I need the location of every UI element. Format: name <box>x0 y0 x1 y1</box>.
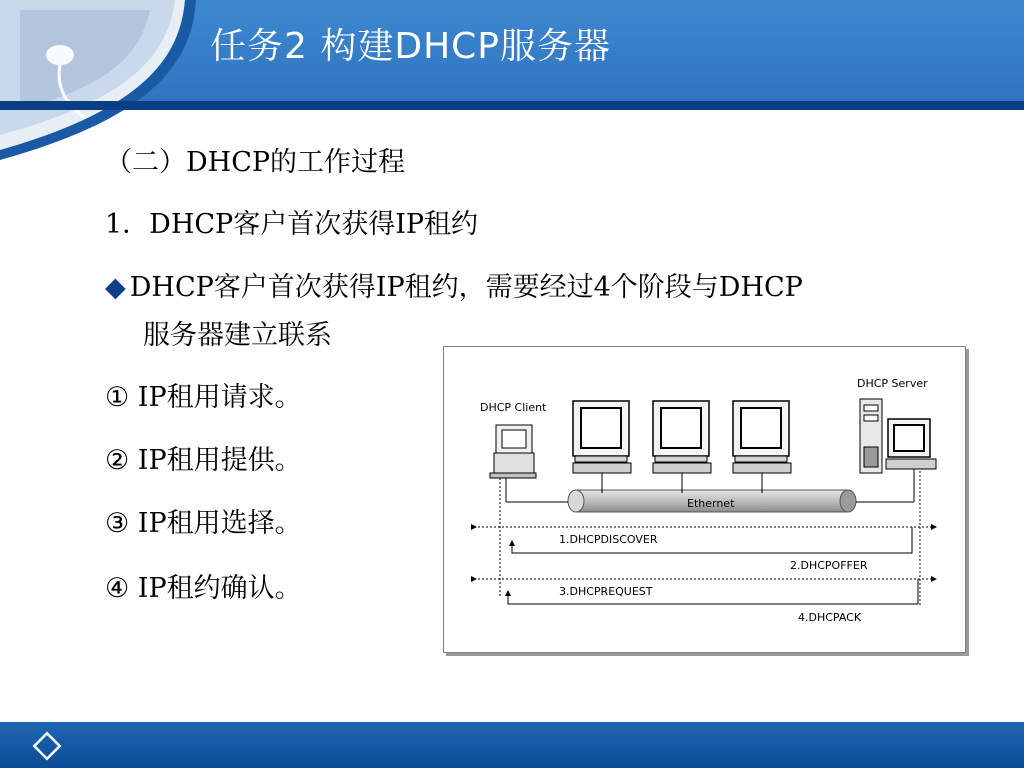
message-offer: 2.DHCPOFFER <box>790 559 868 572</box>
subheading: 1．DHCP客户首次获得IP租约 <box>105 209 479 240</box>
bullet-line <box>105 265 803 304</box>
footer-bar <box>0 722 1024 768</box>
step-item-4: ④ IP租约确认。 <box>105 573 302 604</box>
diamond-icon <box>32 731 62 761</box>
monitor-icon <box>573 401 631 473</box>
message-request: 3.DHCPREQUEST <box>559 585 653 598</box>
server-label: DHCP Server <box>857 377 928 390</box>
bullet-text-continued: 服务器建立联系 <box>143 320 332 351</box>
client-label: DHCP Client <box>480 401 547 414</box>
diamond-bullet-icon: ◆ <box>105 272 126 303</box>
step-item-2: ② IP租用提供。 <box>105 445 302 476</box>
header-underline <box>0 101 1024 110</box>
section-title: （二）DHCP的工作过程 <box>105 147 406 178</box>
client-computer-icon <box>490 425 536 478</box>
message-ack: 4.DHCPACK <box>798 611 862 624</box>
message-discover: 1.DHCPDISCOVER <box>559 533 658 546</box>
server-icon <box>860 399 936 473</box>
monitor-icon <box>733 401 791 473</box>
dhcp-diagram <box>443 346 966 653</box>
ethernet-label: Ethernet <box>687 497 735 510</box>
step-item-1: ① IP租用请求。 <box>105 382 302 413</box>
step-item-3: ③ IP租用选择。 <box>105 508 302 539</box>
bullet-text: DHCP客户首次获得IP租约，需要经过4个阶段与DHCP <box>129 272 803 303</box>
monitor-icon <box>653 401 711 473</box>
page-title: 任务2 构建DHCP服务器 <box>210 26 611 67</box>
